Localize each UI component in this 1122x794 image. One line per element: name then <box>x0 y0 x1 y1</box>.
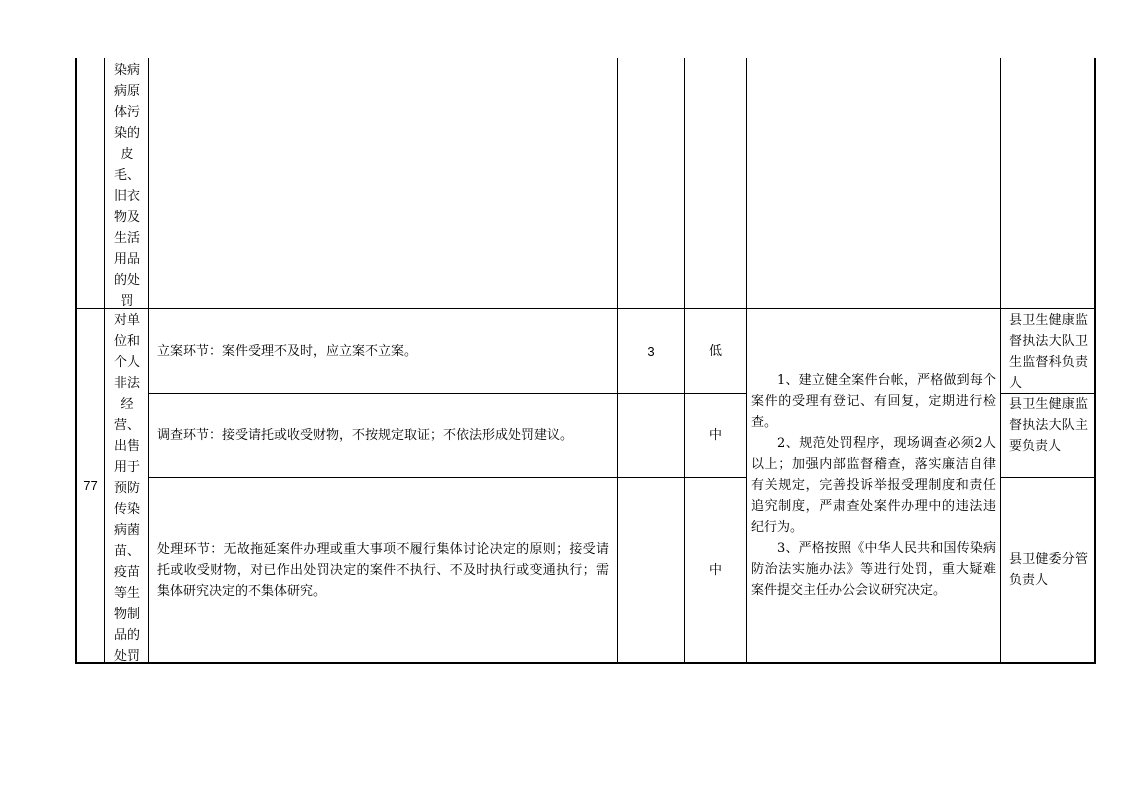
step-responsible <box>1001 394 1094 477</box>
row-item-name <box>106 310 148 662</box>
step-score <box>618 394 684 477</box>
step-description <box>149 309 617 393</box>
prev-row-item-name-text: 染病病原体污染的皮毛、旧衣物及生活用品的处罚 <box>113 63 140 309</box>
prev-row-item-name <box>106 60 148 308</box>
step-description <box>149 478 617 662</box>
step-score <box>618 309 684 393</box>
step-score <box>618 478 684 662</box>
step-risk-level <box>685 309 746 393</box>
measure-item: 2、规范处罚程序，现场调查必须2人以上；加强内部监督稽查，落实廉洁自律有关规定，完善投诉举报受理制度和责任追究制度，严肃查处案件办理中的违法违纪行为。 <box>751 436 996 535</box>
table-border-right <box>1094 58 1096 664</box>
row-number-text: 77 <box>83 478 98 493</box>
step-risk-level-text: 低 <box>708 343 722 359</box>
step-risk-level <box>685 394 746 477</box>
step-description-text: 立案环节：案件受理不及时，应立案不立案。 <box>157 343 418 359</box>
measure-item: 1、建立健全案件台帐，严格做到每个案件的受理有登记、有回复，定期进行检查。 <box>751 373 996 430</box>
step-responsible <box>1001 478 1094 662</box>
table-border-bottom <box>75 662 1096 664</box>
measure-item: 3、严格按照《中华人民共和国传染病防治法实施办法》等进行处罚，重大疑难案件提交主任办公会议研究决定。 <box>751 541 996 598</box>
row-item-name-text: 对单位和个人非法经营、出售用于预防传染病菌苗、疫苗等生物制品的处罚 <box>113 313 140 664</box>
prevention-measures-list <box>751 370 996 601</box>
step-score-text: 3 <box>647 343 655 359</box>
step-responsible-text: 县卫生健康监督执法大队主要负责人 <box>1009 397 1088 454</box>
column-divider <box>104 58 105 664</box>
step-risk-level-text: 中 <box>708 428 722 443</box>
step-risk-level <box>685 478 746 662</box>
step-description-text: 调查环节：接受请托或收受财物，不按规定取证；不依法形成处罚建议。 <box>157 428 574 443</box>
step-responsible <box>1001 310 1094 393</box>
step-description <box>149 394 617 477</box>
step-responsible-text: 县卫健委分管负责人 <box>1009 552 1088 588</box>
prevention-measures <box>747 309 1000 662</box>
step-responsible-text: 县卫生健康监督执法大队卫生监督科负责人 <box>1009 313 1088 391</box>
row-number <box>77 309 104 662</box>
step-risk-level-text: 中 <box>708 562 722 578</box>
step-description-text: 处理环节：无故拖延案件办理或重大事项不履行集体讨论决定的原则；接受请托或收受财物，对已作出处罚决定的案件不执行、不及时执行或变通执行；需集体研究决定的不集体研究。 <box>157 541 609 599</box>
